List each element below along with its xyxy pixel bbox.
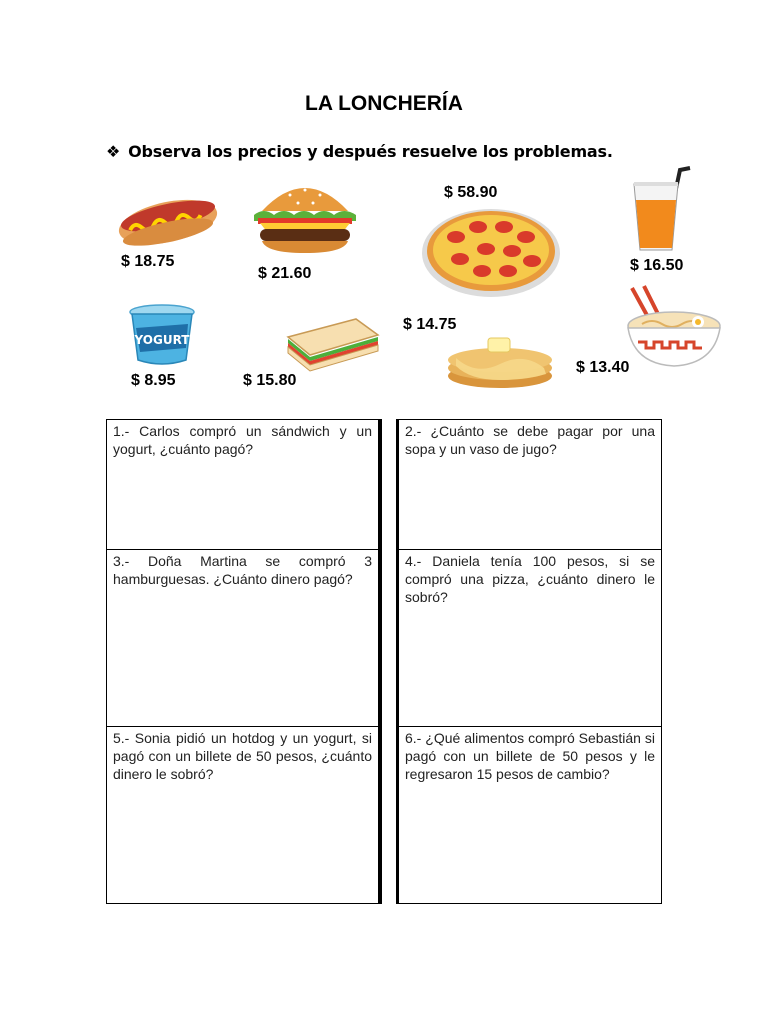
pizza-image [420,205,562,299]
price-sopa: $ 13.40 [576,359,630,376]
hotcakes-image [444,330,556,390]
juice-image [628,164,692,254]
price-hotcakes: $ 14.75 [403,316,457,333]
yogurt-image [128,304,196,366]
yogurt-label: YOGURT [134,333,190,347]
problem-1: 1.- Carlos compró un sándwich y un yogurt, ¿cuánto pagó? [106,419,382,550]
soup-image [624,284,722,370]
price-sandwich: $ 15.80 [243,372,297,389]
diamond-bullet-icon: ❖ [106,142,121,161]
problem-2: 2.- ¿Cuánto se debe pagar por una sopa y un vaso de jugo? [396,419,662,550]
hotdog-image [116,182,220,248]
problem-6: 6.- ¿Qué alimentos compró Sebastián si pagó con un billete de 50 pesos y le regresaron 15 pesos de cambio? [396,726,662,904]
price-pizza: $ 58.90 [444,184,498,201]
hamburger-image [250,173,360,257]
price-hotdog: $ 18.75 [121,253,175,270]
problem-4: 4.- Daniela tenía 100 pesos, si se compró una pizza, ¿cuánto dinero le sobró? [396,549,662,727]
instruction [106,142,613,161]
problem-5: 5.- Sonia pidió un hotdog y un yogurt, si pagó con un billete de 50 pesos, ¿cuánto dinero le sobró? [106,726,382,904]
price-hamburguesa: $ 21.60 [258,265,312,282]
problem-3: 3.- Doña Martina se compró 3 hamburguesas. ¿Cuánto dinero pagó? [106,549,382,727]
sandwich-image [284,313,382,375]
price-jugo: $ 16.50 [630,257,684,274]
page-title: LA LONCHERÍA [305,92,463,115]
price-yogurt: $ 8.95 [131,372,176,389]
instruction-text: Observa los precios y después resuelve los problemas. [128,142,613,161]
problems-grid [106,419,662,904]
